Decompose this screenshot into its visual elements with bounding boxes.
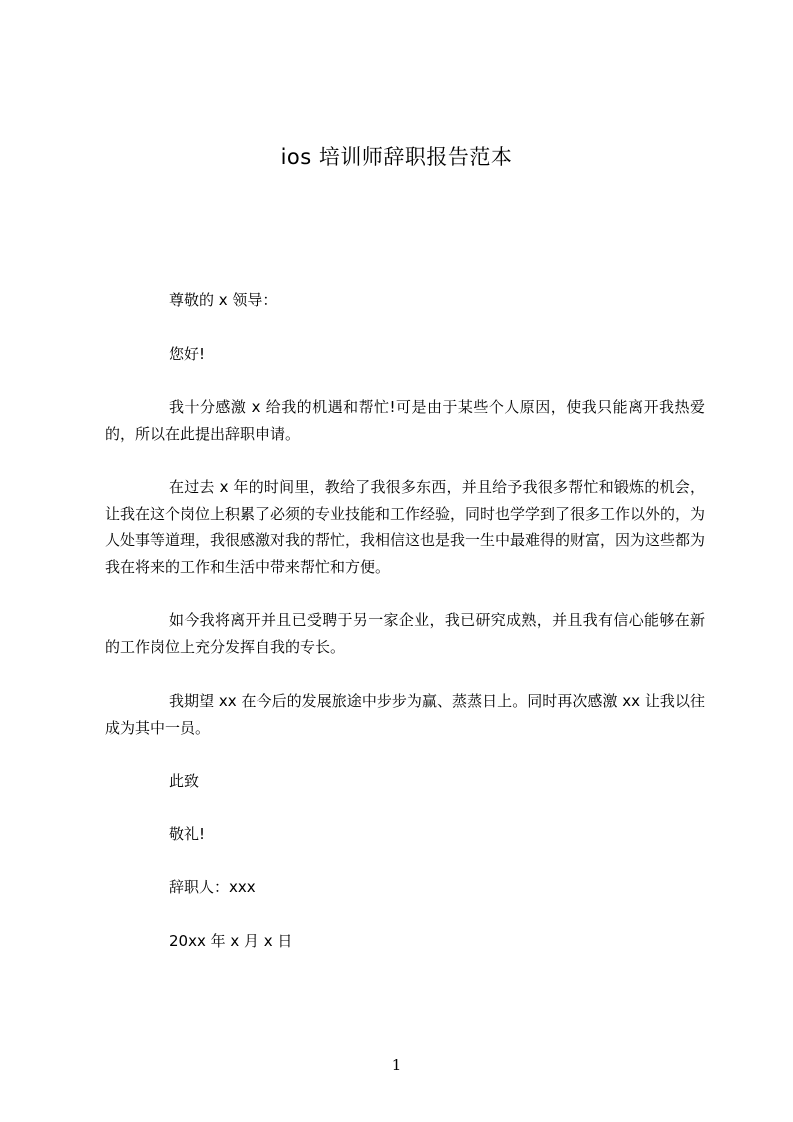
closing-line-1: 此致 <box>169 772 200 790</box>
closing-line-2: 敬礼! <box>169 825 206 843</box>
body-paragraph-3: 如今我将离开并且已受聘于另一家企业，我已研究成熟，并且我有信心能够在新的工作岗位上充分发挥自我的专长。 <box>105 611 705 656</box>
salutation: 尊敬的 x 领导： <box>169 291 278 309</box>
greeting: 您好! <box>169 345 206 363</box>
page-number: 1 <box>391 1056 402 1074</box>
body-paragraph-1: 我十分感激 x 给我的机遇和帮忙!可是由于某些个人原因，使我只能离开我热爱的，所以在此提出辞职申请。 <box>105 398 705 443</box>
page-title: ios 培训师辞职报告范本 <box>280 145 513 169</box>
body-paragraph-4: 我期望 xx 在今后的发展旅途中步步为赢、蒸蒸日上。同时再次感激 xx 让我以往成为其中一员。 <box>105 692 705 737</box>
signature-line: 辞职人：xxx <box>169 878 256 896</box>
date-line: 20xx 年 x 月 x 日 <box>169 932 293 950</box>
body-paragraph-2: 在过去 x 年的时间里，教给了我很多东西，并且给予我很多帮忙和锻炼的机会，让我在这个岗位上积累了必须的专业技能和工作经验，同时也学学到了很多工作以外的，为人处事等道理，我很感激对我的帮忙，我相信这也是我一生中最难得的财富，因为这些都为我在将来的工作和生活中带来帮忙和方便。 <box>105 478 706 576</box>
